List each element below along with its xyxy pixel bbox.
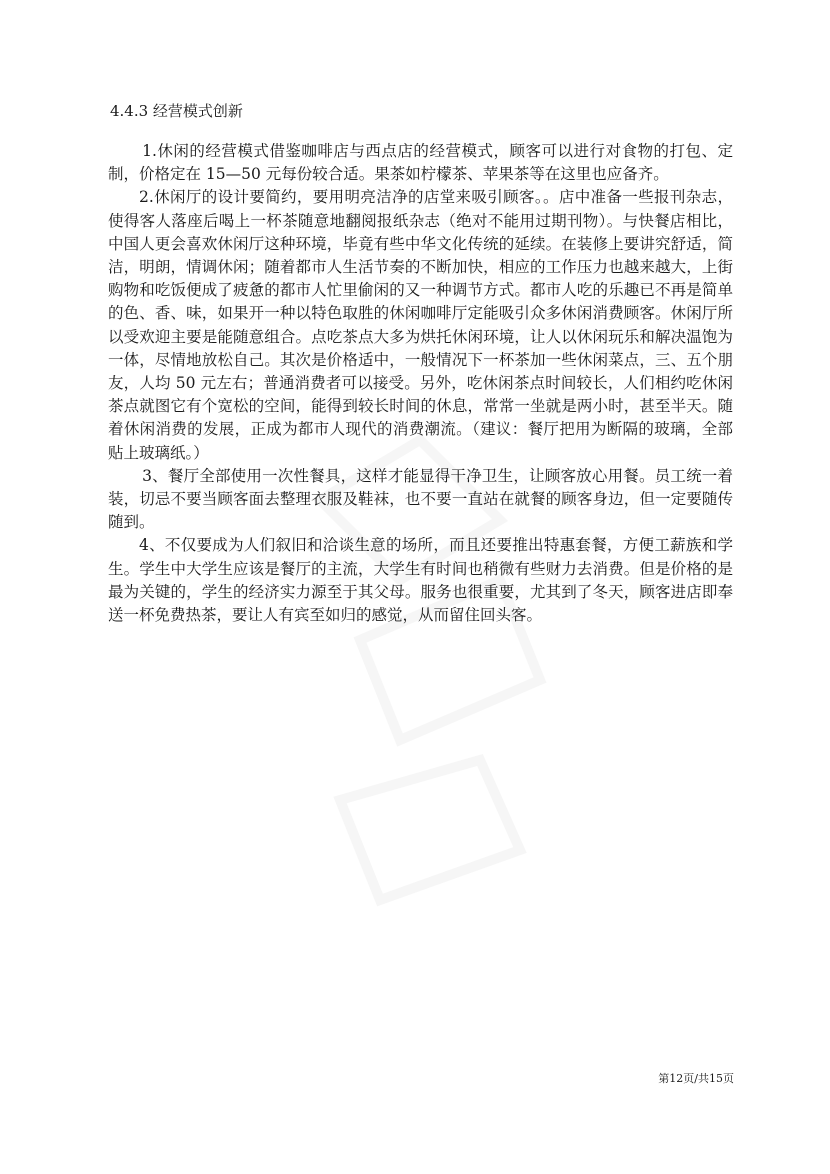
paragraph-1: 1.休闲的经营模式借鉴咖啡店与西点店的经营模式，顾客可以进行对食物的打包、定制，价格定在 15—50 元每份较合适。果茶如柠檬茶、苹果茶等在这里也应备齐。 bbox=[108, 142, 733, 184]
body-content bbox=[108, 140, 733, 627]
section-heading: 4.4.3 经营模式创新 bbox=[110, 102, 243, 120]
page-number: 第12页/共15页 bbox=[658, 1072, 734, 1085]
paragraph-3: 3、餐厅全部使用一次性餐具，这样才能显得干净卫生，让顾客放心用餐。员工统一着装，切忌不要当顾客面去整理衣服及鞋袜，也不要一直站在就餐的顾客身边，但一定要随传随到。 bbox=[108, 466, 733, 532]
paragraph-4: 4、不仅要成为人们叙旧和洽谈生意的场所，而且还要推出特惠套餐，方便工薪族和学生。学生中大学生应该是餐厅的主流，大学生有时间也稍微有些财力去消费。但是价格的是最为关键的，学生的经济实力源至于其父母。服务也很重要，尤其到了冬天，顾客进店即奉送一杯免费热茶，要让人有宾至如归的感觉，从而留住回头客。 bbox=[108, 536, 733, 625]
paragraph-2: 2.休闲厅的设计要简约，要用明亮洁净的店堂来吸引顾客。。店中准备一些报刊杂志，使得客人落座后喝上一杯茶随意地翻阅报纸杂志（绝对不能用过期刊物）。与快餐店相比，中国人更会喜欢休闲厅这种环境，毕竟有些中华文化传统的延续。在装修上要讲究舒适，简洁，明朗，情调休闲；随着都市人生活节奏的不断加快，相应的工作压力也越来越大，上街购物和吃饭便成了疲惫的都市人忙里偷闲的又一种调节方式。都市人吃的乐趣已不再是简单的色、香、味，如果开一种以特色取胜的休闲咖啡厅定能吸引众多休闲消费顾客。休闲厅所以受欢迎主要是能随意组合。点吃茶点大多为烘托休闲环境，让人以休闲玩乐和解决温饱为一体，尽情地放松自己。其次是价格适中，一般情况下一杯茶加一些休闲菜点，三、五个朋友，人均 50 元左右；普通消费者可以接受。另外，吃休闲茶点时间较长，人们相约吃休闲茶点就图它有个宽松的空间，能得到较长时间的休息，常常一坐就是两小时，甚至半天。随着休闲消费的发展，正成为都市人现代的消费潮流。（建议：餐厅把用为断隔的玻璃，全部贴上玻璃纸。） bbox=[108, 188, 733, 462]
